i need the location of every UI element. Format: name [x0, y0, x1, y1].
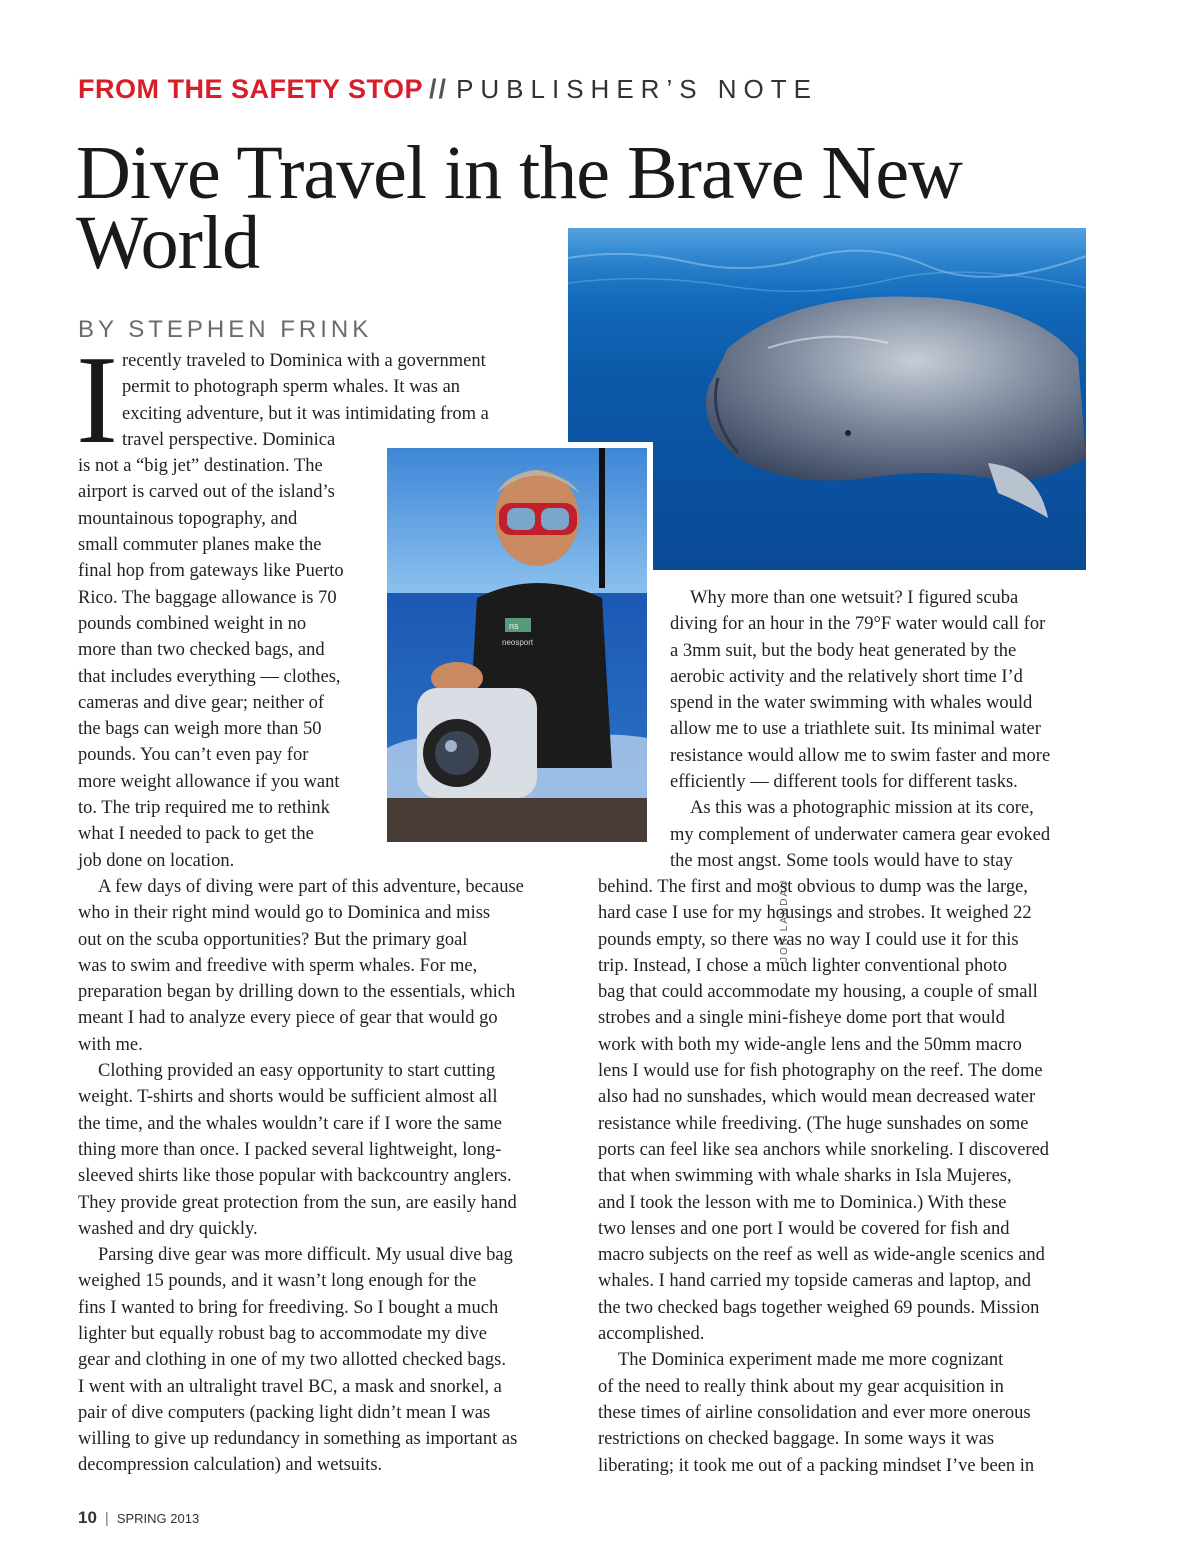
text-line: is not a “big jet” destination. The: [78, 456, 323, 477]
text-line: macro subjects on the reef as well as wide-angle scenics and: [598, 1245, 1045, 1266]
text-line: decompression calculation) and wetsuits.: [78, 1455, 383, 1476]
text-line: of the need to really think about my gear acquisition in: [598, 1376, 1004, 1397]
text-line: Clothing provided an easy opportunity to start cutting: [98, 1061, 496, 1082]
text-line: out on the scuba opportunities? But the primary goal: [78, 929, 468, 950]
text-line: the most angst. Some tools would have to stay: [670, 850, 1013, 871]
section-label: FROM THE SAFETY STOP: [78, 74, 424, 104]
text-line: pounds combined weight in no: [78, 613, 307, 634]
text-line: and I took the lesson with me to Dominica.) With these: [598, 1192, 1007, 1213]
text-line: mountainous topography, and: [78, 508, 298, 529]
text-line: Rico. The baggage allowance is 70: [78, 587, 337, 608]
text-line: these times of airline consolidation and ever more onerous: [598, 1402, 1031, 1423]
text-line: lighter but equally robust bag to accommodate my dive: [78, 1323, 487, 1344]
text-line: bag that could accommodate my housing, a couple of small: [598, 982, 1038, 1003]
text-line: fins I wanted to bring for freediving. So I bought a much: [78, 1297, 499, 1318]
text-line: airport is carved out of the island’s: [78, 482, 335, 503]
text-line: who in their right mind would go to Dominica and miss: [78, 903, 491, 924]
text-line: small commuter planes make the: [78, 535, 322, 556]
text-line: whales. I hand carried my topside cameras and laptop, and: [598, 1271, 1032, 1292]
drop-cap: I: [76, 331, 118, 470]
text-line: permit to photograph sperm whales. It was an: [122, 377, 461, 398]
text-line: allow me to use a triathlete suit. Its minimal water: [670, 719, 1041, 740]
article-column-2: [598, 874, 1049, 1479]
whale-photo-credit: STEPHEN FRINK: [1140, 437, 1151, 544]
text-line: more than two checked bags, and: [78, 640, 325, 661]
text-line: pounds. You can’t even pay for: [78, 745, 309, 766]
text-line: hard case I use for my housings and strobes. It weighed 22: [598, 903, 1032, 924]
text-line: resistance would allow me to swim faster and more: [670, 745, 1051, 766]
text-line: I went with an ultralight travel BC, a mask and snorkel, a: [78, 1376, 502, 1397]
text-line: aerobic activity and the relatively short time I’d: [670, 666, 1023, 687]
text-line: cameras and dive gear; neither of: [78, 692, 325, 713]
text-line: accomplished.: [598, 1324, 705, 1345]
text-line: trip. Instead, I chose a much lighter conventional photo: [598, 955, 1007, 976]
text-line: was to swim and freedive with sperm whales. For me,: [78, 955, 478, 976]
text-line: to. The trip required me to rethink: [78, 798, 330, 819]
text-line: that when swimming with whale sharks in Isla Mujeres,: [598, 1166, 1012, 1187]
text-line: The Dominica experiment made me more cognizant: [618, 1350, 1004, 1371]
page-footer: [78, 1508, 199, 1528]
text-line: work with both my wide-angle lens and the 50mm macro: [598, 1034, 1022, 1055]
wetsuit-logo-text: ns: [509, 621, 519, 631]
text-line: also had no sunshades, which would mean decreased water: [598, 1087, 1036, 1108]
text-line: Parsing dive gear was more difficult. My usual dive bag: [98, 1245, 513, 1266]
wetsuit-brand-text: neosport: [502, 638, 534, 647]
text-line: a 3mm suit, but the body heat generated by the: [670, 640, 1017, 661]
text-line: behind. The first and most obvious to dump was the large,: [598, 877, 1028, 897]
text-line: job done on location.: [78, 850, 235, 871]
text-line: that includes everything — clothes,: [78, 666, 341, 687]
text-line: Why more than one wetsuit? I figured scuba: [690, 588, 1019, 608]
diver-photo-credit: JON LANDAU: [779, 878, 790, 962]
section-kicker: [78, 72, 818, 106]
text-line: weight. T-shirts and shorts would be sufficient almost all: [78, 1087, 498, 1108]
text-line: pair of dive computers (packing light didn’t mean I was: [78, 1402, 491, 1423]
text-line: restrictions on checked baggage. In some ways it was: [598, 1429, 995, 1450]
text-line: weighed 15 pounds, and it wasn’t long enough for the: [78, 1271, 477, 1292]
text-line: the bags can weigh more than 50: [78, 719, 322, 740]
text-line: thing more than once. I packed several lightweight, long-: [78, 1139, 502, 1160]
text-line: meant I had to analyze every piece of gear that would go: [78, 1008, 498, 1029]
issue-label: SPRING 2013: [116, 1511, 200, 1526]
byline: BY STEPHEN FRINK: [78, 316, 373, 343]
text-line: final hop from gateways like Puerto: [78, 561, 344, 582]
text-line: willing to give up redundancy in something as important as: [78, 1429, 518, 1450]
text-line: sleeved shirts like those popular with backcountry anglers.: [78, 1166, 512, 1187]
text-line: strobes and a single mini-fisheye dome port that would: [598, 1008, 1005, 1029]
text-line: spend in the water swimming with whales would: [670, 693, 1033, 714]
kicker-separator: //: [429, 74, 449, 104]
title-line-1: Dive Travel in the Brave New: [76, 131, 962, 215]
text-line: preparation began by drilling down to the essentials, which: [78, 982, 516, 1003]
text-line: pounds empty, so there was no way I could use it for this: [598, 929, 1019, 950]
footer-separator: |: [104, 1510, 109, 1527]
text-line: my complement of underwater camera gear evoked: [670, 824, 1051, 845]
text-line: diving for an hour in the 79°F water would call for: [670, 614, 1046, 635]
page-number: 10: [78, 1508, 97, 1527]
text-line: washed and dry quickly.: [78, 1218, 258, 1239]
text-line: gear and clothing in one of my two allotted checked bags.: [78, 1350, 506, 1371]
article-column-1: [76, 331, 524, 1479]
text-line: travel perspective. Dominica: [122, 429, 336, 450]
text-line: what I needed to pack to get the: [78, 824, 314, 845]
text-line: liberating; it took me out of a packing mindset I’ve been in: [598, 1455, 1035, 1476]
article-column-2-top: [670, 585, 1050, 874]
text-line: two lenses and one port I would be covered for fish and: [598, 1218, 1010, 1239]
text-line: exciting adventure, but it was intimidating from a: [122, 403, 489, 424]
text-line: resistance while freediving. (The huge sunshades on some: [598, 1113, 1029, 1134]
text-line: recently traveled to Dominica with a government: [122, 351, 486, 371]
text-line: A few days of diving were part of this adventure, because: [98, 876, 524, 897]
text-line: more weight allowance if you want: [78, 771, 340, 792]
title-line-2: World: [76, 201, 260, 285]
text-line: As this was a photographic mission at its core,: [690, 798, 1034, 819]
text-line: ports can feel like sea anchors while snorkeling. I discovered: [598, 1139, 1050, 1160]
text-line: They provide great protection from the sun, are easily hand: [78, 1192, 517, 1213]
text-line: with me.: [78, 1034, 143, 1055]
subsection-label: PUBLISHER’S NOTE: [456, 74, 819, 104]
text-line: the two checked bags together weighed 69 pounds. Mission: [598, 1297, 1040, 1318]
text-line: the time, and the whales wouldn’t care if I wore the same: [78, 1113, 502, 1134]
text-line: lens I would use for fish photography on the reef. The dome: [598, 1061, 1043, 1082]
text-line: efficiently — different tools for different tasks.: [670, 772, 1018, 793]
